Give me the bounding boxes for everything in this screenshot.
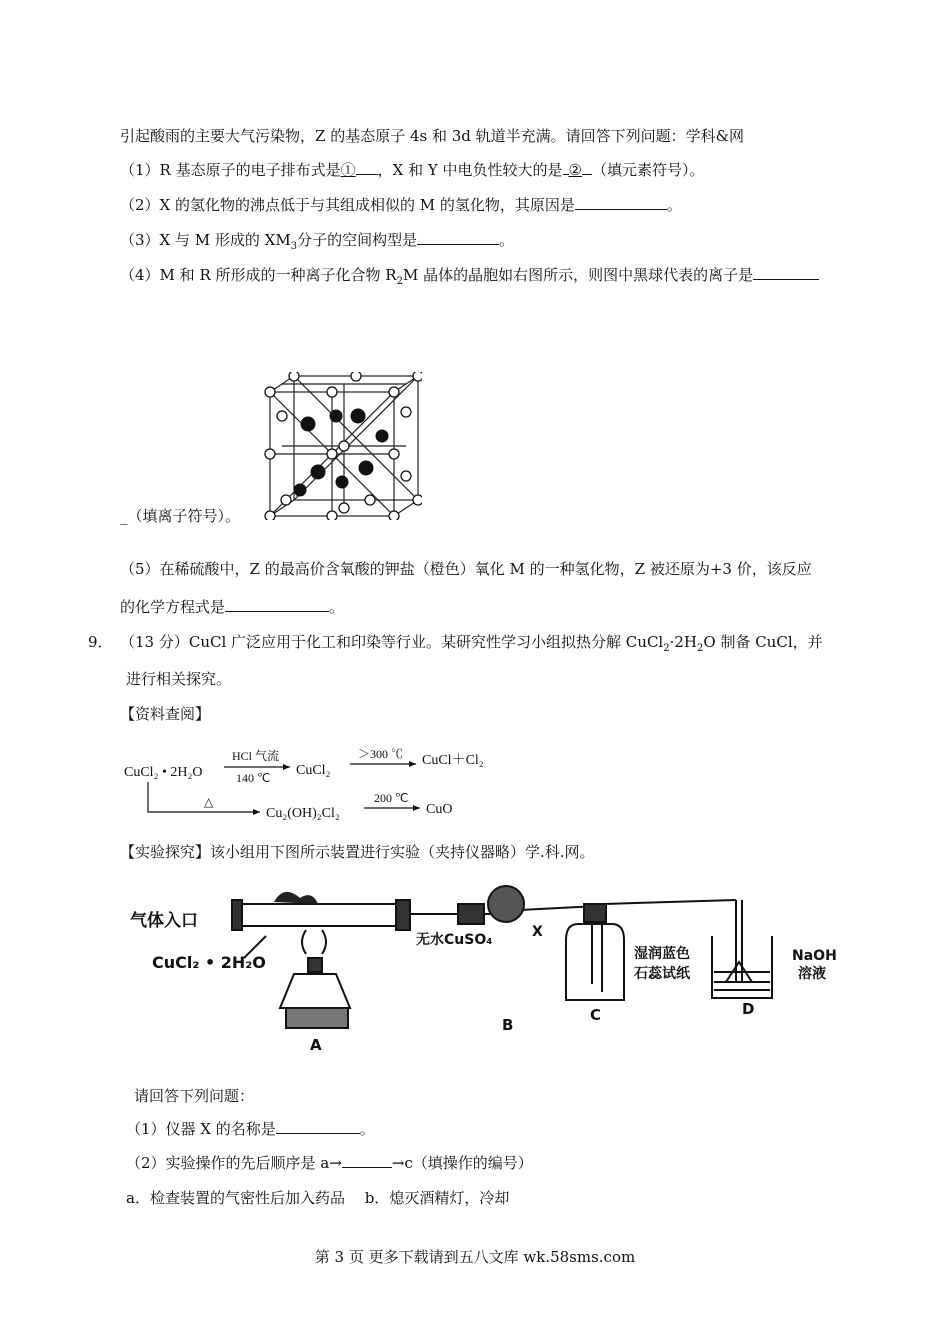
- q8-intro: 引起酸雨的主要大气污染物，Z 的基态原子 4s 和 3d 轨道半充满。请回答下列问题：学科&网: [120, 127, 745, 145]
- answer-blank[interactable]: [753, 265, 819, 280]
- q9-sub1-end: 。: [359, 1120, 375, 1138]
- answer-blank[interactable]: [582, 160, 592, 175]
- scheme-prod: CuCl＋Cl₂: [422, 753, 484, 768]
- q8-part4-sub: 2: [396, 276, 403, 287]
- apparatus-figure: [126, 874, 850, 1056]
- crystal-cell-figure: [262, 372, 422, 520]
- q8-part1-c: （填元素符号）。: [591, 161, 705, 179]
- q9-sub2: [126, 1152, 533, 1174]
- white-ion: [289, 372, 299, 381]
- q8-part2-text: （2）X 的氢化物的沸点低于与其组成相似的 M 的氢化物，其原因是: [120, 196, 575, 214]
- q8-part1-mark2: ②: [568, 161, 582, 179]
- q8-part3-a: （3）X 与 M 形成的 XM: [120, 231, 291, 249]
- scheme-final: CuO: [426, 802, 453, 817]
- black-ion: [376, 430, 388, 442]
- white-ion: [413, 372, 422, 381]
- q8-part5-text: 的化学方程式是: [120, 598, 226, 616]
- q9-sub1: [126, 1118, 375, 1140]
- q9-sub2-end: →c（填操作的编号）: [391, 1154, 533, 1172]
- q8-part2: [120, 194, 682, 216]
- drying-tube-x: [488, 886, 524, 922]
- q9-sub2-text: （2）实验操作的先后顺序是 a→: [126, 1154, 342, 1172]
- arrowhead-3: [253, 809, 260, 815]
- black-ion: [330, 410, 342, 422]
- scheme-cond1-top: HCl 气流: [232, 749, 280, 763]
- white-ion: [365, 495, 375, 505]
- arrowhead-4: [413, 805, 420, 811]
- q8-part4-a: （4）M 和 R 所形成的一种离子化合物 R: [120, 266, 397, 284]
- scheme-cond1-bot: 140 ℃: [236, 771, 271, 785]
- q9-line1-a: （13 分）CuCl 广泛应用于化工和印染等行业。某研究性学习小组拟热分解 CuCl: [120, 633, 664, 651]
- scheme-cond2-top: ＞300 ℃: [358, 747, 404, 761]
- label-c: C: [590, 1006, 602, 1024]
- litmus-label-1: 湿润蓝色: [634, 946, 690, 962]
- gas-bottle: [566, 904, 624, 1000]
- q8-part4-b: M 晶体的晶胞如右图所示，则图中黑球代表的离子是: [402, 266, 754, 284]
- white-ion: [265, 449, 275, 459]
- answer-blank[interactable]: [276, 1119, 360, 1134]
- q9-line2: 进行相关探究。: [126, 670, 232, 688]
- label-b: B: [502, 1016, 514, 1034]
- q9-line1: [120, 631, 823, 653]
- q8-part4: [120, 264, 819, 286]
- arrowhead-1: [283, 764, 290, 770]
- answer-blank[interactable]: [356, 160, 378, 175]
- cuso4-label: 无水CuSO₄: [416, 932, 493, 948]
- q8-part5-line1: （5）在稀硫酸中，Z 的最高价含氧酸的钾盐（橙色）氧化 M 的一种氢化物，Z 被还原为+3 价，该反应: [120, 560, 812, 578]
- q9-number: 9．: [88, 633, 113, 651]
- page-footer: 第 3 页 更多下载请到五八文库 wk.58sms.com: [314, 1248, 636, 1266]
- q8-part1: [120, 159, 704, 181]
- q9-sub1-text: （1）仪器 X 的名称是: [126, 1120, 276, 1138]
- white-ion: [389, 449, 399, 459]
- black-ion: [301, 417, 315, 431]
- reaction-tube: [236, 904, 404, 926]
- white-ion: [277, 411, 287, 421]
- black-ion: [336, 476, 348, 488]
- arrowhead-2: [409, 761, 416, 767]
- q8-part4-end: _（填离子符号）。: [120, 507, 241, 525]
- q8-part3-b: 分子的空间构型是: [297, 231, 418, 249]
- white-ion: [327, 511, 337, 520]
- stopper-left: [232, 900, 242, 930]
- q9-line1-c: O 制备 CuCl，并: [703, 633, 823, 651]
- black-ion: [359, 461, 373, 475]
- scheme-cond3: △: [204, 795, 214, 809]
- white-ion: [389, 387, 399, 397]
- q9-ref-title: 【资料查阅】: [120, 705, 211, 723]
- q9-ops: a．检查装置的气密性后加入药品 b．熄灭酒精灯，冷却: [126, 1189, 510, 1207]
- q9-ask: 请回答下列问题：: [134, 1087, 255, 1105]
- scheme-start: CuCl₂ • 2H₂O: [124, 765, 203, 780]
- label-d: D: [742, 1000, 755, 1018]
- white-ion: [389, 511, 399, 520]
- q9-line1-b: ·2H: [669, 633, 697, 651]
- q8-part1-a: （1）R 基态原子的电子排布式是: [120, 161, 341, 179]
- white-ion: [327, 449, 337, 459]
- white-ion: [265, 511, 275, 520]
- q9-line1-sub2: 2: [697, 643, 704, 654]
- answer-blank[interactable]: [225, 597, 329, 612]
- alcohol-lamp: [280, 930, 350, 1028]
- sample-label: CuCl₂ • 2H₂O: [152, 953, 266, 972]
- q8-part3-sub: 3: [290, 241, 298, 252]
- q8-part2-end: 。: [666, 196, 682, 214]
- q8-part1-b: ，X 和 Y 中电负性较大的是: [377, 161, 563, 179]
- white-ion: [339, 441, 349, 451]
- black-ion: [294, 484, 306, 496]
- q9-exp-intro: 【实验探究】该小组用下图所示装置进行实验（夹持仪器略）学.科.网。: [120, 843, 595, 861]
- white-ion: [339, 503, 349, 513]
- gas-inlet-label: 气体入口: [130, 911, 198, 931]
- naoh-label-2: 溶液: [798, 966, 826, 982]
- x-label: X: [532, 924, 543, 940]
- white-ion: [413, 495, 422, 505]
- naoh-label-1: NaOH: [792, 948, 837, 964]
- scheme-cond4-top: 200 ℃: [374, 791, 409, 805]
- connector: [458, 904, 484, 924]
- white-ion: [401, 471, 411, 481]
- black-ion: [351, 409, 365, 423]
- white-ion: [401, 407, 411, 417]
- white-ion: [265, 387, 275, 397]
- answer-blank[interactable]: [342, 1153, 392, 1168]
- solid-sample: [274, 892, 318, 904]
- white-ion: [327, 387, 337, 397]
- answer-blank[interactable]: [417, 230, 499, 245]
- stopper-right: [396, 900, 410, 930]
- q8-part5-end: 。: [329, 598, 345, 616]
- q8-part3: [120, 229, 514, 251]
- litmus-label-2: 石蕊试纸: [634, 966, 690, 982]
- reaction-scheme: [120, 736, 500, 824]
- white-ion: [351, 372, 361, 381]
- q8-part1-mark1: ①: [340, 161, 356, 179]
- label-a: A: [310, 1036, 322, 1054]
- q8-part3-c: 。: [499, 231, 515, 249]
- q8-part5-line2: [120, 596, 344, 618]
- q9-line1-sub1: 2: [663, 643, 670, 654]
- black-ion: [311, 465, 325, 479]
- answer-blank[interactable]: [575, 195, 667, 210]
- white-ion: [281, 495, 291, 505]
- scheme-mid: CuCl₂: [296, 763, 331, 778]
- scheme-basic: Cu₂(OH)₂Cl₂: [266, 806, 340, 821]
